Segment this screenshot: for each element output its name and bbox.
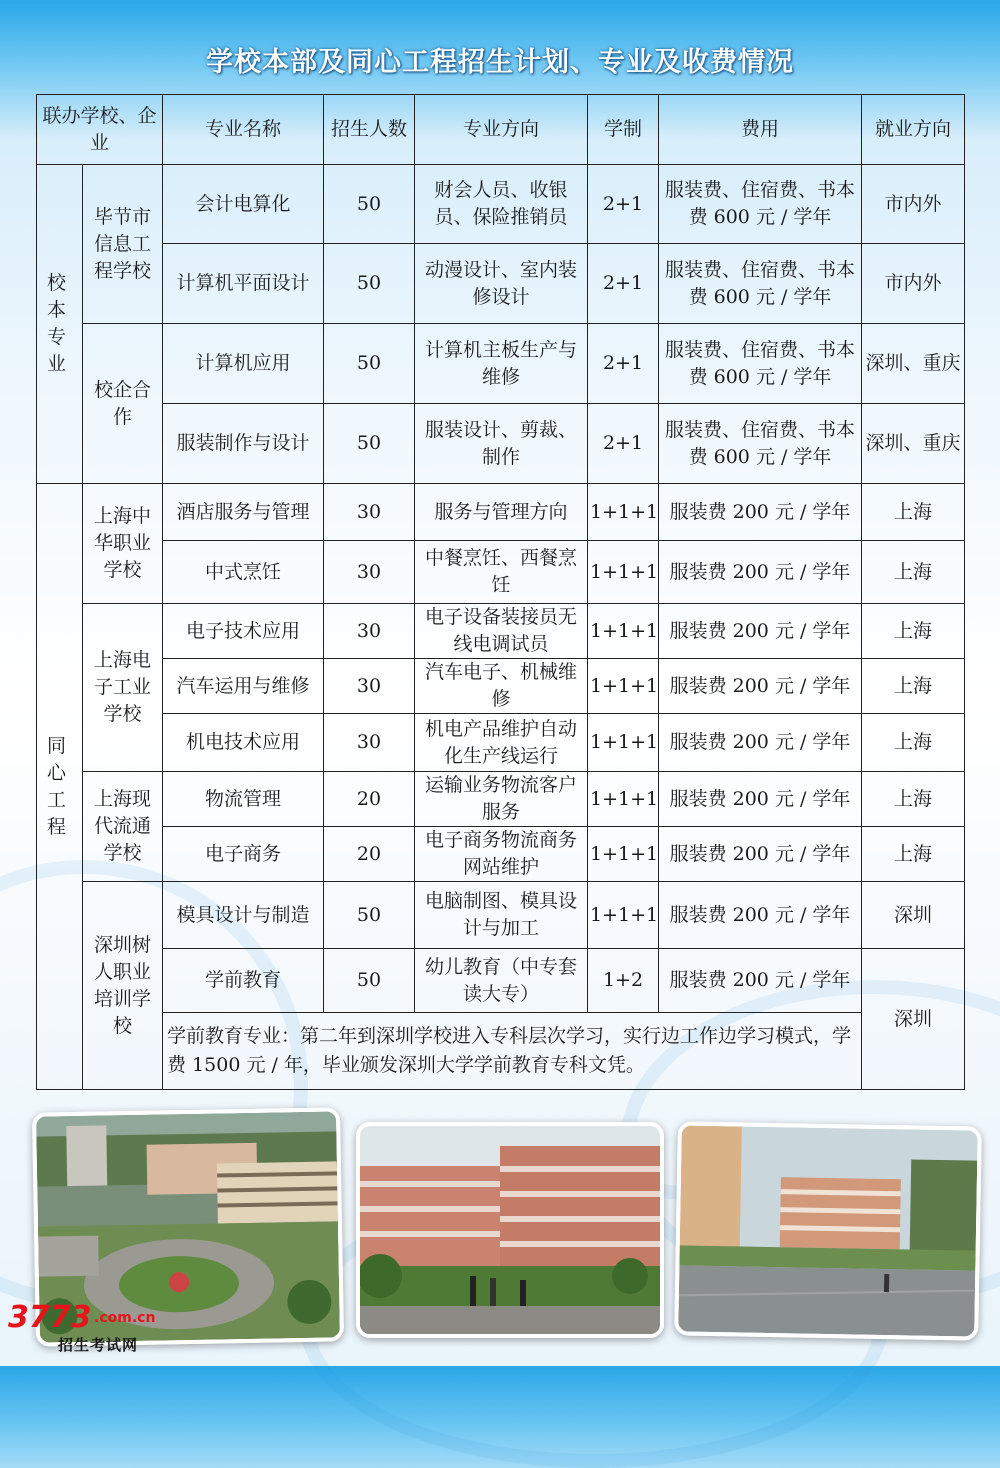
table-row (37, 244, 965, 324)
header-job: 就业方向 (862, 95, 965, 165)
direction-cell: 机电产品维护自动化生产线运行 (415, 714, 588, 772)
direction-cell: 服务与管理方向 (415, 484, 588, 541)
job-cell: 深圳、重庆 (862, 404, 965, 484)
job-cell: 市内外 (862, 244, 965, 324)
system-cell: 2+1 (588, 165, 659, 244)
header-system: 学制 (588, 95, 659, 165)
system-cell: 1+1+1 (588, 882, 659, 949)
direction-cell: 电脑制图、模具设计与加工 (415, 882, 588, 949)
site-logo (8, 1300, 178, 1360)
direction-cell: 电子商务物流商务网站维护 (415, 827, 588, 882)
job-cell: 上海 (862, 827, 965, 882)
table-row (37, 882, 965, 949)
major-cell: 酒店服务与管理 (163, 484, 324, 541)
fee-cell: 服装费、住宿费、书本费 600 元 / 学年 (659, 324, 862, 404)
direction-cell: 计算机主板生产与维修 (415, 324, 588, 404)
fee-cell: 服装费 200 元 / 学年 (659, 882, 862, 949)
direction-cell: 运输业务物流客户服务 (415, 772, 588, 827)
major-cell: 服装制作与设计 (163, 404, 324, 484)
job-cell: 深圳 (862, 949, 965, 1090)
campus-courtyard-photo (674, 1121, 982, 1340)
table-row (37, 484, 965, 541)
system-cell: 2+1 (588, 404, 659, 484)
school-cell: 上海中华职业学校 (83, 484, 163, 604)
direction-cell: 财会人员、收银员、保险推销员 (415, 165, 588, 244)
page-title: 学校本部及同心工程招生计划、专业及收费情况 (206, 47, 794, 78)
section-label: 校本专业 (37, 165, 83, 484)
fee-cell: 服装费 200 元 / 学年 (659, 659, 862, 714)
direction-cell: 幼儿教育（中专套读大专） (415, 949, 588, 1013)
job-cell: 上海 (862, 604, 965, 659)
fee-cell: 服装费 200 元 / 学年 (659, 949, 862, 1013)
header-direction: 专业方向 (415, 95, 588, 165)
enrollment-table (36, 94, 965, 1090)
major-cell: 计算机平面设计 (163, 244, 324, 324)
major-cell: 电子技术应用 (163, 604, 324, 659)
job-cell: 深圳、重庆 (862, 324, 965, 404)
job-cell: 上海 (862, 541, 965, 604)
major-cell: 电子商务 (163, 827, 324, 882)
campus-building-photo (356, 1122, 664, 1338)
direction-cell: 中餐烹饪、西餐烹饪 (415, 541, 588, 604)
fee-cell: 服装费 200 元 / 学年 (659, 604, 862, 659)
job-cell: 上海 (862, 714, 965, 772)
count-cell: 30 (324, 714, 415, 772)
count-cell: 30 (324, 659, 415, 714)
table-row (37, 949, 965, 1013)
table-row (37, 604, 965, 659)
system-cell: 1+1+1 (588, 604, 659, 659)
section-label: 同心工程 (37, 484, 83, 1090)
job-cell: 市内外 (862, 165, 965, 244)
table-row (37, 659, 965, 714)
direction-cell: 动漫设计、室内装修设计 (415, 244, 588, 324)
table-row (37, 772, 965, 827)
direction-cell: 服装设计、剪裁、制作 (415, 404, 588, 484)
system-cell: 1+1+1 (588, 541, 659, 604)
major-cell: 汽车运用与维修 (163, 659, 324, 714)
major-cell: 会计电算化 (163, 165, 324, 244)
system-cell: 2+1 (588, 324, 659, 404)
system-cell: 1+2 (588, 949, 659, 1013)
job-cell: 上海 (862, 772, 965, 827)
logo-number: 3773 (8, 1300, 92, 1335)
count-cell: 50 (324, 324, 415, 404)
job-cell: 深圳 (862, 882, 965, 949)
fee-cell: 服装费、住宿费、书本费 600 元 / 学年 (659, 404, 862, 484)
count-cell: 50 (324, 882, 415, 949)
system-cell: 1+1+1 (588, 714, 659, 772)
major-cell: 中式烹饪 (163, 541, 324, 604)
job-cell: 上海 (862, 659, 965, 714)
header-fee: 费用 (659, 95, 862, 165)
count-cell: 30 (324, 541, 415, 604)
school-cell: 深圳树人职业培训学校 (83, 882, 163, 1090)
table-row (37, 714, 965, 772)
system-cell: 1+1+1 (588, 772, 659, 827)
major-cell: 计算机应用 (163, 324, 324, 404)
logo-domain: .com.cn (94, 1310, 156, 1326)
fee-cell: 服装费 200 元 / 学年 (659, 827, 862, 882)
major-cell: 模具设计与制造 (163, 882, 324, 949)
direction-cell: 电子设备装接员无线电调试员 (415, 604, 588, 659)
major-cell: 学前教育 (163, 949, 324, 1013)
school-cell: 上海电子工业学校 (83, 604, 163, 772)
system-cell: 2+1 (588, 244, 659, 324)
fee-cell: 服装费 200 元 / 学年 (659, 484, 862, 541)
job-cell: 上海 (862, 484, 965, 541)
system-cell: 1+1+1 (588, 659, 659, 714)
school-cell: 上海现代流通学校 (83, 772, 163, 882)
school-cell: 校企合作 (83, 324, 163, 484)
fee-cell: 服装费、住宿费、书本费 600 元 / 学年 (659, 165, 862, 244)
table-row (37, 404, 965, 484)
count-cell: 50 (324, 949, 415, 1013)
fee-cell: 服装费 200 元 / 学年 (659, 772, 862, 827)
count-cell: 20 (324, 772, 415, 827)
fee-cell: 服装费、住宿费、书本费 600 元 / 学年 (659, 244, 862, 324)
fee-cell: 服装费 200 元 / 学年 (659, 714, 862, 772)
table-row (37, 165, 965, 244)
table-row (37, 827, 965, 882)
count-cell: 30 (324, 604, 415, 659)
count-cell: 30 (324, 484, 415, 541)
header-major: 专业名称 (163, 95, 324, 165)
header-count: 招生人数 (324, 95, 415, 165)
system-cell: 1+1+1 (588, 827, 659, 882)
table-row (37, 541, 965, 604)
major-cell: 物流管理 (163, 772, 324, 827)
count-cell: 20 (324, 827, 415, 882)
school-cell: 毕节市信息工程学校 (83, 165, 163, 324)
header-school: 联办学校、企业 (37, 95, 163, 165)
count-cell: 50 (324, 244, 415, 324)
fee-cell: 服装费 200 元 / 学年 (659, 541, 862, 604)
campus-building-image (360, 1126, 660, 1334)
system-cell: 1+1+1 (588, 484, 659, 541)
table-row (37, 324, 965, 404)
direction-cell: 汽车电子、机械维修 (415, 659, 588, 714)
count-cell: 50 (324, 165, 415, 244)
table-header-row (37, 95, 965, 165)
count-cell: 50 (324, 404, 415, 484)
note-cell: 学前教育专业：第二年到深圳学校进入专科层次学习，实行边工作边学习模式，学费 1500 元 / 年，毕业颁发深圳大学学前教育专科文凭。 (163, 1013, 862, 1090)
major-cell: 机电技术应用 (163, 714, 324, 772)
campus-courtyard-image (678, 1125, 978, 1336)
table-row (37, 1013, 965, 1090)
logo-name: 招生考试网 (58, 1336, 139, 1354)
